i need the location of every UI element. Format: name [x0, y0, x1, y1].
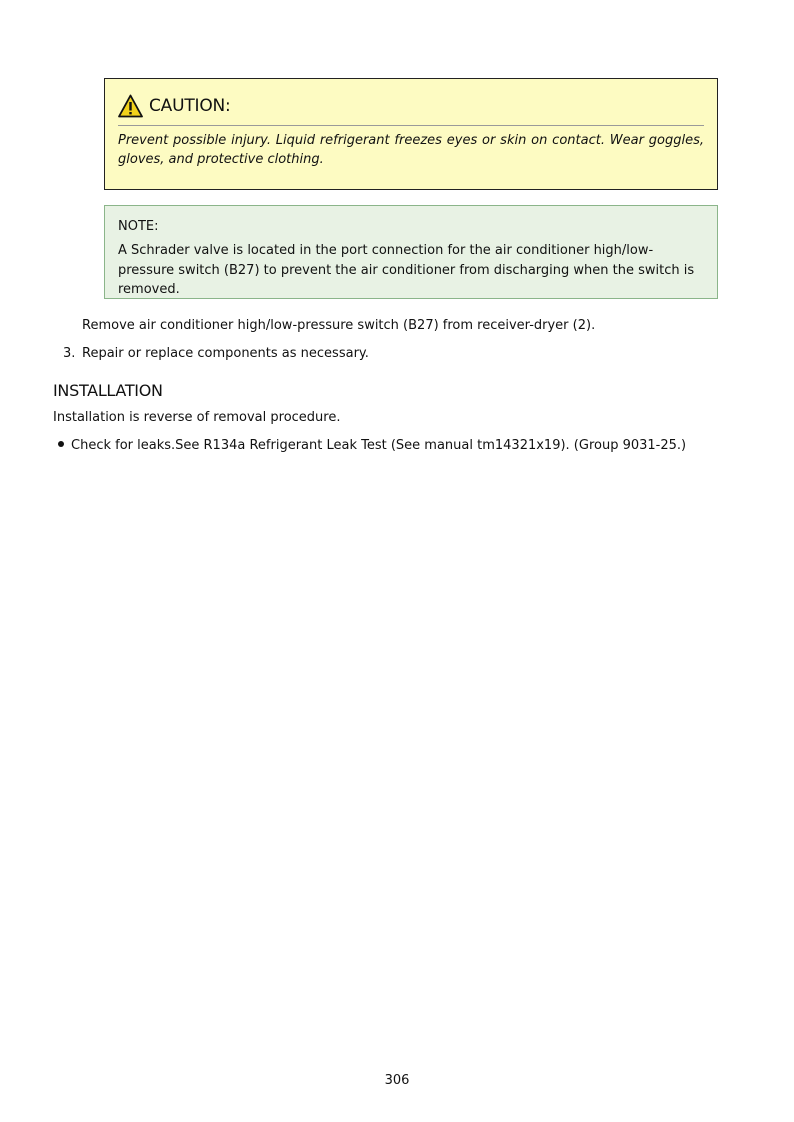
- note-title: NOTE:: [118, 219, 159, 234]
- caution-text: Prevent possible injury. Liquid refrigerant freezes eyes or skin on contact. Wear goggles, gloves, and protective clothing.: [118, 133, 704, 167]
- installation-intro: Installation is reverse of removal procedure.: [53, 410, 341, 425]
- warning-triangle-icon: [118, 94, 143, 118]
- note-box: [104, 205, 718, 299]
- page-number: 306: [384, 1073, 410, 1088]
- step-3-text: Repair or replace components as necessary.: [82, 346, 369, 361]
- leak-check-bullet-text: Check for leaks.See R134a Refrigerant Leak Test (See manual tm14321x19). (Group 9031-25.): [71, 438, 687, 453]
- note-text: A Schrader valve is located in the port connection for the air conditioner high/low-pressure switch (B27) to prevent the air conditioner from discharging when the switch is removed.: [118, 243, 695, 297]
- removal-step-text: Remove air conditioner high/low-pressure switch (B27) from receiver-dryer (2).: [82, 318, 596, 333]
- caution-header: [118, 93, 231, 119]
- installation-heading: INSTALLATION: [53, 381, 163, 400]
- bullet-icon: [58, 441, 64, 447]
- step-3-number: 3.: [63, 346, 76, 361]
- caution-divider: [118, 125, 704, 126]
- caution-title: CAUTION:: [149, 96, 231, 116]
- caution-box: [104, 78, 718, 190]
